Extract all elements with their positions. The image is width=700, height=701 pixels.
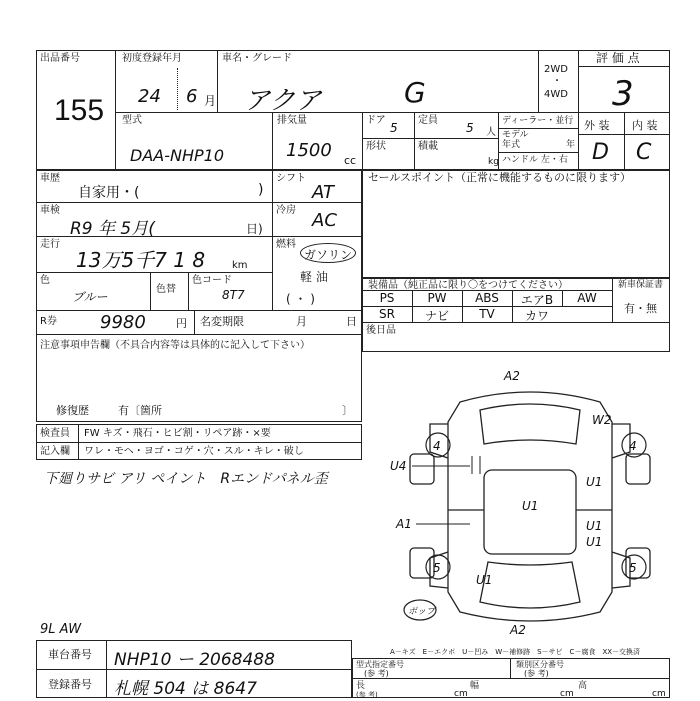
rating-label: 評 価 点: [596, 51, 640, 65]
equipment-label: 装備品（純正品に限り〇をつけてください）: [368, 280, 568, 291]
color-code-label: 色コード: [192, 275, 232, 286]
car-name: アクア: [244, 86, 322, 116]
first-reg-year: 24: [138, 86, 161, 107]
vehicle-limit-month: 月: [296, 315, 307, 328]
rating-sub-line-2: [578, 134, 670, 135]
repair-close: 〕: [342, 404, 353, 417]
special-number-label: 型式指定番号: [356, 660, 404, 669]
mark-a2-top: A2: [504, 369, 520, 383]
sales-frame: [362, 170, 670, 278]
mark-a1: A1: [396, 517, 412, 531]
header-divider-1: [217, 50, 218, 112]
inspector-mid: [36, 442, 362, 443]
warranty-value: 有・無: [624, 302, 657, 315]
vehicle-limit-label: 名変期限: [200, 315, 244, 328]
recycle-label: R券: [40, 316, 57, 327]
stamp-note: 9L AW: [40, 622, 82, 637]
spec-mid-line: [362, 138, 498, 139]
rating-underline: [578, 66, 670, 67]
fuel-label: 燃料: [276, 239, 296, 250]
capacity-label: 定員: [418, 115, 438, 126]
load-unit: kg: [488, 157, 499, 167]
fuel-paren: ( ・ ): [286, 292, 315, 306]
equipment-cell-divider: [512, 306, 513, 322]
plate-label: 登録番号: [48, 678, 92, 691]
load-label: 積載: [418, 141, 438, 152]
length-label: 長: [356, 681, 366, 691]
drive-dot: ・: [552, 76, 562, 87]
model-year-label-1: モデル: [502, 130, 529, 140]
drive-2wd: 2WD: [544, 64, 568, 75]
mark-w2: W2: [592, 413, 612, 427]
warranty-label: 新車保証書: [618, 280, 664, 290]
handwritten-note: 下廻りサビ アリ ペイント Rエンドパネル歪: [44, 471, 328, 487]
interior-label: 内 装: [632, 119, 658, 132]
equipment-cell-divider: [462, 306, 463, 322]
recycle-unit: 円: [176, 317, 187, 330]
equipment-cell-divider: [412, 290, 413, 306]
history-label: 車歴: [40, 173, 60, 184]
model-year-unit: 年: [566, 140, 576, 150]
fuel-gasoline: ガソリン: [304, 248, 353, 262]
history-value: 自家用・(: [78, 185, 140, 201]
sales-label: セールスポイント（正常に機能するものに限ります）: [368, 171, 632, 184]
entry-label: 記入欄: [40, 446, 70, 457]
inspection-label: 車検: [40, 205, 60, 216]
equipment-cell-divider: [512, 290, 513, 306]
capacity-unit: 人: [486, 127, 496, 138]
color-value: ブルー: [72, 290, 108, 304]
rating: 3: [612, 74, 634, 114]
class-number-label: 類別区分番号: [516, 660, 564, 669]
equipment-item: PS: [379, 291, 395, 305]
fuel-diesel: 軽 油: [300, 270, 328, 284]
dealer-line: [498, 128, 578, 129]
lot-label: 出品番号: [40, 53, 80, 64]
equipment-item: ABS: [475, 291, 499, 305]
displacement-unit: cc: [344, 154, 357, 167]
interior: C: [636, 140, 652, 165]
equipment-item: TV: [479, 307, 495, 321]
handle-line: [498, 152, 578, 153]
plate-value: 札幌 504 は 8647: [114, 679, 257, 699]
mark-a2-bottom: A2: [510, 623, 526, 637]
mark-4-left: 4: [433, 439, 441, 453]
recycle-divider: [194, 310, 195, 334]
mark-5-right: 5: [629, 561, 637, 575]
mark-u4: U4: [390, 459, 407, 473]
footer-right-split: [510, 658, 511, 678]
height-cm: cm: [652, 689, 666, 699]
rating-sub-divider: [624, 112, 625, 170]
vehicle-limit-day: 日: [346, 315, 357, 328]
car-diagram: [380, 362, 680, 652]
spec-divider-3: [414, 112, 415, 170]
displacement: 1500: [286, 140, 332, 161]
length-cm: cm: [454, 689, 468, 699]
first-reg-month: 6: [186, 86, 198, 107]
inspector-items: FW キズ・飛石・ヒビ割・リペア跡・×要: [84, 428, 271, 439]
length-ref: (参 考): [356, 691, 378, 699]
header-divider-2: [538, 50, 539, 112]
spec-divider-1: [272, 112, 273, 170]
inspection-day: 日): [246, 222, 263, 236]
model: DAA-NHP10: [130, 146, 224, 165]
equipment-item: ナビ: [424, 309, 449, 323]
equipment-cell-divider: [412, 306, 413, 322]
first-reg-month-unit: 月: [204, 94, 217, 108]
color-code: 8T7: [222, 288, 245, 302]
notes-label: 注意事項申告欄（不具合内容等は具体的に記入して下さい）: [40, 340, 310, 351]
first-reg-label: 初度登録年月: [122, 53, 182, 64]
chassis-label: 車台番号: [48, 648, 92, 661]
mileage-value: 13万5千7 1 8: [76, 248, 206, 272]
fuel-circle: [300, 243, 356, 263]
ac-label: 冷房: [276, 205, 296, 216]
mark-5-left: 5: [433, 561, 441, 575]
spec-divider-2: [362, 112, 363, 170]
doors: 5: [390, 121, 398, 135]
equipment-item: SR: [379, 307, 395, 321]
recycle-line-bottom: [36, 334, 362, 335]
ac: AC: [312, 210, 337, 231]
handle-label: ハンドル 左・右: [502, 155, 568, 165]
grade: G: [404, 76, 426, 109]
details-split: [272, 170, 273, 310]
class-number-ref: (参 考): [524, 669, 549, 678]
equipment-item: エアB: [520, 293, 554, 307]
equipment-item: PW: [427, 291, 447, 305]
repair-label: 修復歴: [56, 404, 89, 417]
recycle-value: 9980: [100, 312, 146, 333]
color-label: 色: [40, 275, 50, 286]
mark-u1-right-2: U1: [586, 535, 603, 549]
equipment-item: カワ: [524, 309, 549, 323]
footer-right-mid: [352, 678, 670, 679]
mark-u1-rear: U1: [476, 573, 493, 587]
repair-value: 有〔箇所: [118, 404, 162, 417]
equipment-item: AW: [577, 291, 597, 305]
special-number-ref: (参 考): [364, 669, 389, 678]
car-name-label: 車名・グレード: [222, 53, 292, 64]
chassis-value: NHP10 ー 2068488: [114, 650, 275, 670]
model-year-label-2: 年式: [502, 140, 521, 150]
width-label: 幅: [470, 681, 480, 691]
model-label: 型式: [122, 115, 142, 126]
mark-u1-right: U1: [586, 519, 603, 533]
mark-u1-roof: U1: [522, 499, 539, 513]
color-divider-2: [188, 272, 189, 310]
first-reg-divider: [177, 68, 178, 110]
mileage-line: [36, 272, 272, 273]
mileage-label: 走行: [40, 239, 60, 250]
dealer-label: ディーラー・並行: [502, 116, 574, 126]
entry-items: ワレ・モヘ・ヨゴ・コゲ・穴・スル・キレ・破し: [84, 446, 304, 457]
drive-4wd: 4WD: [544, 89, 568, 100]
inspection-line: [36, 236, 362, 237]
doors-label: ドア: [366, 115, 386, 126]
header-divider-3: [578, 50, 579, 170]
pop-label: ポップ: [408, 607, 436, 617]
equipment-cell-divider: [462, 290, 463, 306]
exterior-label: 外 装: [584, 119, 610, 132]
spec-divider-4: [498, 112, 499, 170]
width-cm: cm: [560, 689, 574, 699]
shift-label: シフト: [276, 173, 306, 184]
equipment-cell-divider: [562, 290, 563, 306]
color-divider: [150, 272, 151, 310]
history-close: ): [258, 182, 264, 198]
height-label: 高: [578, 681, 588, 691]
recycle-line-top: [36, 310, 362, 311]
afterparts-label: 後日品: [366, 325, 396, 336]
inspector-label: 検査員: [40, 428, 70, 439]
inspector-split: [78, 424, 79, 460]
warranty-divider: [612, 278, 613, 322]
shape-label: 形状: [366, 141, 386, 152]
mileage-unit: km: [232, 260, 248, 271]
mark-4-right: 4: [629, 439, 637, 453]
displacement-label: 排気量: [277, 115, 307, 126]
color-change-label: 色替: [156, 284, 176, 295]
shift: AT: [312, 182, 334, 203]
diagram-legend: A－キズ E－エクボ U－凹み W－補修跡 S－サビ C－腐食 XX－交換済: [390, 648, 641, 656]
inspection-value: R9 年 5月(: [70, 219, 155, 239]
exterior: D: [592, 140, 609, 165]
capacity: 5: [466, 121, 474, 135]
mark-u1-side: U1: [586, 475, 603, 489]
lot-number: 155: [54, 94, 105, 127]
